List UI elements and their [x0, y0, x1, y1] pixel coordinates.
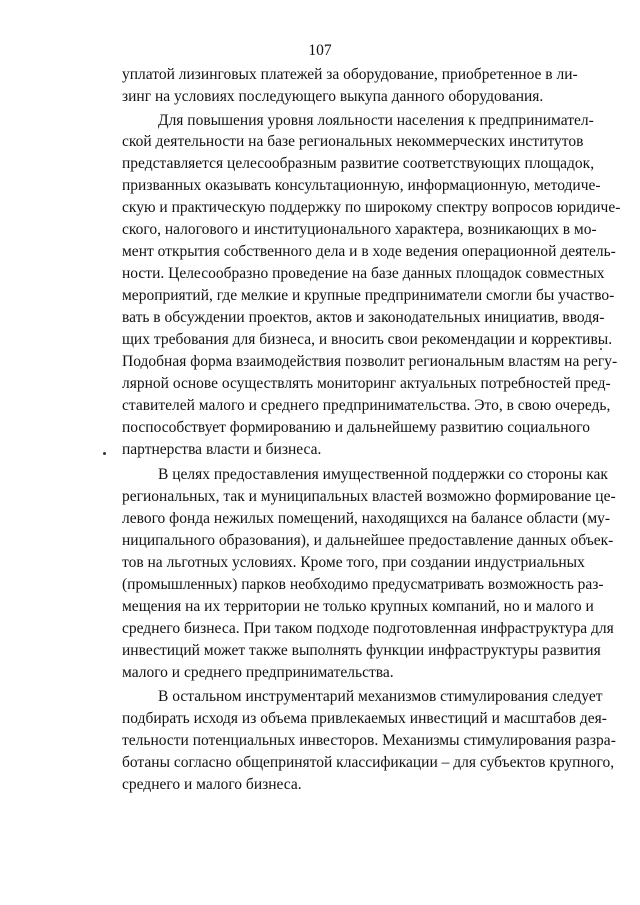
text-line: мент открытия собственного дела и в ходе ведения операционной деятель-	[122, 243, 616, 260]
text-line: ставителей малого и среднего предпринимательства. Это, в свою очередь,	[122, 397, 611, 414]
paragraph-first-line: В остальном инструментарий механизмов стимулирования следует	[158, 688, 603, 705]
text-line: ниципального образования), и дальнейшее предоставление данных объек-	[122, 532, 614, 549]
text-line: мещения на их территории не только крупных компаний, но и малого и	[122, 598, 594, 615]
text-line: вать в обсуждении проектов, актов и законодательных инициатив, вводя-	[122, 309, 605, 326]
text-line: щих требования для бизнеса, и вносить свои рекомендации и коррективы.	[122, 331, 613, 348]
text-line: лярной основе осуществлять мониторинг актуальных потребностей пред-	[122, 375, 611, 392]
text-line: ботаны согласно общепринятой классификации – для субъектов крупного,	[122, 754, 615, 771]
text-line: (промышленных) парков необходимо предусматривать возможность раз-	[122, 576, 604, 593]
text-line: инвестиций может также выполнять функции инфраструктуры развития	[122, 642, 601, 659]
text-line: среднего и малого бизнеса.	[122, 776, 302, 793]
text-line: подбирать исходя из объема привлекаемых инвестиций и масштабов дея-	[122, 710, 607, 727]
paragraph-first-line: Для повышения уровня лояльности населения к предпринимател-	[158, 112, 594, 129]
text-line: тов на льготных условиях. Кроме того, при создании индустриальных	[122, 554, 585, 571]
text-line: левого фонда нежилых помещений, находящихся на балансе области (му-	[122, 510, 611, 527]
scan-speck	[600, 348, 602, 350]
text-line: зинг на условиях последующего выкупа данного оборудования.	[122, 88, 544, 105]
text-line: Подобная форма взаимодействия позволит региональным властям на регу-	[122, 353, 618, 370]
text-line: партнерства власти и бизнеса.	[122, 441, 322, 458]
text-line: ской деятельности на базе региональных некоммерческих институтов	[122, 133, 584, 150]
text-line: ности. Целесообразно проведение на базе данных площадок совместных	[122, 265, 605, 282]
text-line: скую и практическую поддержку по широкому спектру вопросов юридиче-	[122, 199, 621, 216]
text-line: представляется целесообразным развитие соответствующих площадок,	[122, 155, 595, 172]
text-line: региональных, так и муниципальных властей возможно формирование це-	[122, 488, 616, 505]
text-line: тельности потенциальных инвесторов. Механизмы стимулирования разра-	[122, 732, 616, 749]
text-line: среднего бизнеса. При таком подходе подготовленная инфраструктура для	[122, 620, 614, 637]
text-line: малого и среднего предпринимательства.	[122, 664, 394, 681]
text-line: поспособствует формированию и дальнейшему развитию социального	[122, 419, 591, 436]
text-line: уплатой лизинговых платежей за оборудование, приобретенное в ли-	[122, 66, 578, 83]
text-line: ского, налогового и институционального характера, возникающих в мо-	[122, 221, 597, 238]
page-number: 107	[308, 42, 332, 59]
text-line: мероприятий, где мелкие и крупные предприниматели смогли бы участво-	[122, 287, 615, 304]
paragraph-first-line: В целях предоставления имущественной поддержки со стороны как	[158, 466, 608, 483]
scan-speck	[103, 452, 106, 455]
text-line: призванных оказывать консультационную, информационную, методиче-	[122, 177, 601, 194]
